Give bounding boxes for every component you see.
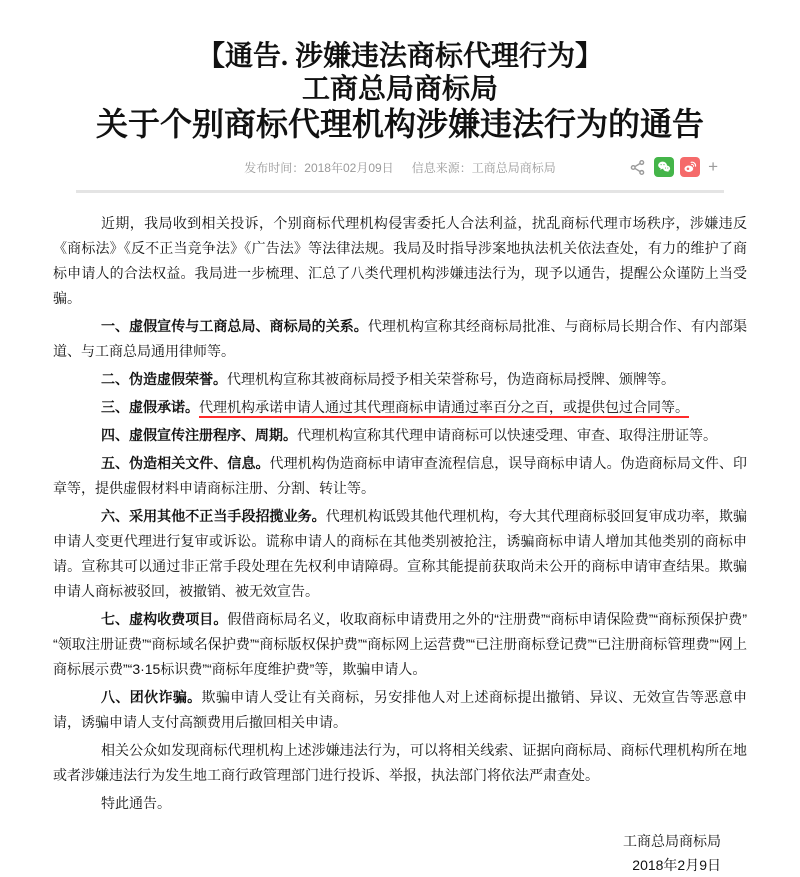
item-lead-3: 三、虚假承诺。 [101,399,199,415]
item-text-5: 代理机构伪造商标申请审查流程信息，误导商标申请人。伪造商标局文件、印章等，提供虚假材料申请商标注册、分割、转让等。 [53,455,748,496]
divider [76,190,724,193]
signature-block [53,829,747,877]
item-lead-6: 六、采用其他不正当手段招揽业务。 [101,508,326,524]
source-label: 信息来源： [411,161,472,175]
publish-time-value: 2018年02月09日 [304,161,394,175]
item-lead-4: 四、虚假宣传注册程序、周期。 [101,427,297,443]
item-text-7: 假借商标局名义，收取商标申请费用之外的“注册费”“商标申请保险费”“商标预保护费”“领取注册证费”“商标域名保护费”“商标版权保护费”“商标网上运营费”“已注册商标登记费”“已注册商标管理费”“网上商标展示费”“3·15标识费”“商标年度维护费”等，欺骗申请人。 [53,611,747,677]
ending-paragraph: 特此通告。 [101,795,171,811]
item-paragraph-7 [53,607,747,682]
item-paragraph-4 [53,423,747,448]
item-lead-2: 二、伪造虚假荣誉。 [101,371,227,387]
signature-org: 工商总局商标局 [623,833,721,849]
share-toolbar [629,157,718,177]
publish-time-label: 发布时间： [244,161,305,175]
article-title-line1: 【通告. 涉嫌违法商标代理行为】 [196,41,603,72]
item-lead-7: 七、虚构收费项目。 [101,611,228,627]
article-title-line3: 关于个别商标代理机构涉嫌违法行为的通告 [95,106,704,142]
closing-paragraph: 相关公众如发现商标代理机构上述涉嫌违法行为，可以将相关线索、证据向商标局、商标代理机构所在地或者涉嫌违法行为发生地工商行政管理部门进行投诉、举报，执法部门将依法严肃查处。 [53,742,747,783]
share-nodes-icon[interactable] [629,159,646,176]
item-text-8: 欺骗申请人受让有关商标，另安排他人对上述商标提出撤销、异议、无效宣告等恶意申请，诱骗申请人支付高额费用后撤回相关申请。 [53,689,747,730]
weibo-icon[interactable] [680,157,700,177]
item-text-4: 代理机构宣称其代理申请商标可以快速受理、审查、取得注册证等。 [297,427,717,443]
item-paragraph-8 [53,685,747,735]
item-lead-5: 五、伪造相关文件、信息。 [101,455,270,471]
item-paragraph-3 [53,395,747,420]
item-lead-1: 一、虚假宣传与工商总局、商标局的关系。 [101,318,368,334]
intro-paragraph: 近期，我局收到相关投诉，个别商标代理机构侵害委托人合法利益，扰乱商标代理市场秩序，涉嫌违反《商标法》《反不正当竞争法》《广告法》等法律法规。我局及时指导涉案地执法机关依法查处，有力的维护了商标申请人的合法权益。我局进一步梳理、汇总了八类代理机构涉嫌违法行为，现予以通告，提醒公众谨防上当受骗。 [53,215,747,306]
item-paragraph-1 [53,314,747,364]
article-title-line2: 工商总局商标局 [301,74,498,105]
item-lead-8: 八、团伙诈骗。 [101,689,202,705]
item-text-1: 代理机构宣称其经商标局批准、与商标局长期合作、有内部渠道、与工商总局通用律师等。 [53,318,747,359]
item-paragraph-2 [53,367,747,392]
signature-date: 2018年2月9日 [632,857,721,873]
item-text-2: 代理机构宣称其被商标局授予相关荣誉称号，伪造商标局授牌、颁牌等。 [227,371,675,387]
source-value: 工商总局商标局 [471,161,556,175]
item-paragraph-5 [53,451,747,501]
item-text-3-red-underlined: 代理机构承诺申请人通过其代理商标申请通过率百分之百，或提供包过合同等。 [199,399,689,418]
wechat-icon[interactable] [654,157,674,177]
more-share-icon[interactable]: + [708,157,718,176]
article-body [53,211,747,877]
article-header [50,40,750,142]
item-text-6: 代理机构诋毁其他代理机构，夸大其代理商标驳回复审成功率，欺骗申请人变更代理进行复审或诉讼。谎称申请人的商标在其他类别被抢注，诱骗商标申请人增加其他类别的商标申请。宣称其可以通过非正常手段处理在先权利申请障碍。宣称其能提前获取尚未公开的商标申请审查结果。欺骗申请人商标被驳回，被撤销、被无效宣告。 [53,508,748,599]
item-paragraph-6 [53,504,747,604]
meta-row [50,156,750,180]
